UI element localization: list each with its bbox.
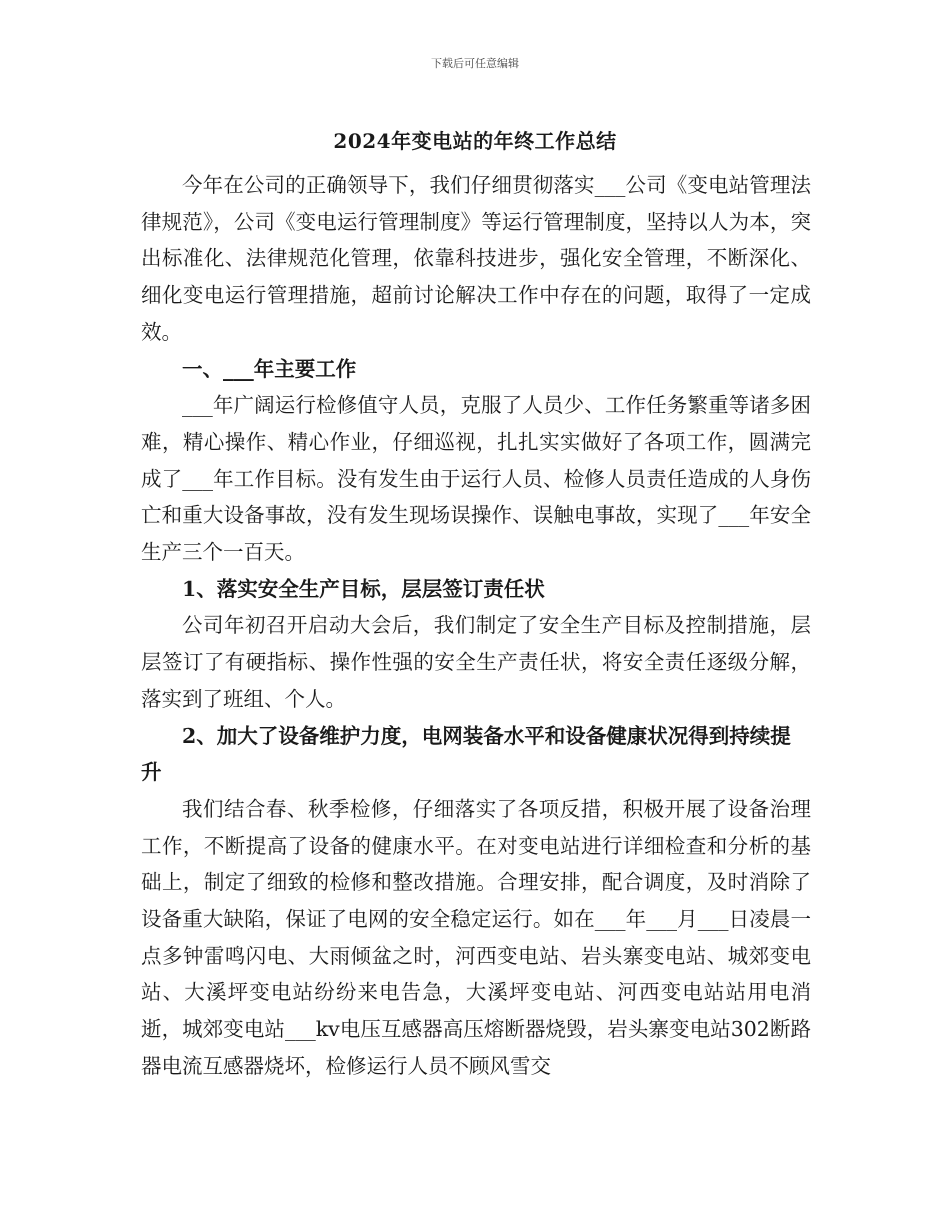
subheading-safety-goals: 1、落实安全生产目标，层层签订责任状: [182, 576, 545, 601]
section-heading-main-work: 一、___年主要工作: [182, 356, 357, 381]
document-title: 2024年变电站的年终工作总结: [333, 129, 617, 153]
paragraph-safety-goals: 公司年初召开启动大会后，我们制定了安全生产目标及控制措施，层层签订了有硬指标、操作性强的安全生产责任状，将安全责任逐级分解，落实到了班组、个人。: [141, 613, 811, 711]
header-note: 下载后可任意编辑: [431, 57, 519, 70]
subheading-equipment-maintenance: 2、加大了设备维护力度，电网装备水平和设备健康状况得到持续提升: [141, 723, 791, 785]
paragraph-equipment-maintenance: 我们结合春、秋季检修，仔细落实了各项反措，积极开展了设备治理工作，不断提高了设备的健康水平。在对变电站进行详细检查和分析的基础上，制定了细致的检修和整改措施。合理安排，配合调度，及时消除了设备重大缺陷，保证了电网的安全稳定运行。如在___年___月___日凌晨一点多钟雷鸣闪电、大雨倾盆之时，河西变电站、岩头寨变电站、城郊变电站、大溪坪变电站纷纷来电告急，大溪坪变电站、河西变电站站用电消逝，城郊变电站___kv电压互感器高压熔断器烧毁，岩头寨变电站302断路器电流互感器烧坏，检修运行人员不顾风雪交: [141, 796, 811, 1078]
document-body: [141, 167, 811, 1085]
paragraph-intro: 今年在公司的正确领导下，我们仔细贯彻落实___公司《变电站管理法律规范》，公司《变电运行管理制度》等运行管理制度，坚持以人为本，突出标准化、法律规范化管理，依靠科技进步，强化安全管理，不断深化、细化变电运行管理措施，超前讨论解决工作中存在的问题，取得了一定成效。: [141, 173, 811, 344]
paragraph-main-work: ___年广阔运行检修值守人员，克服了人员少、工作任务繁重等诸多困难，精心操作、精心作业，仔细巡视，扎扎实实做好了各项工作，圆满完成了___年工作目标。没有发生由于运行人员、检修人员责任造成的人身伤亡和重大设备事故，没有发生现场误操作、误触电事故，实现了___年安全生产三个一百天。: [141, 393, 811, 565]
